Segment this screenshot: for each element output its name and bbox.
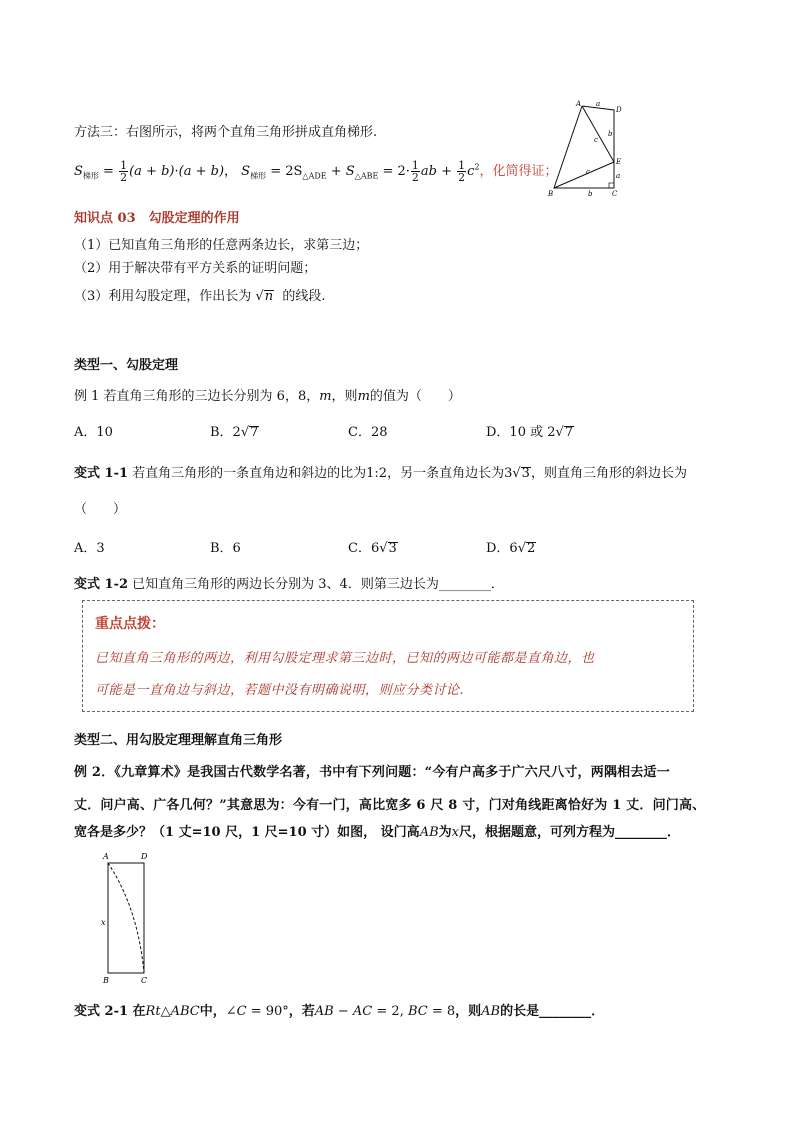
trapezoid-figure [542,98,632,200]
fig2-label-A: A [103,852,109,861]
fig2-label-B: B [103,976,109,985]
fig1-label-b2: b [588,190,593,198]
example1-option-c[interactable]: C．28 [348,425,388,440]
variant12-question: 变式 1-2 已知直角三角形的两边长分别为 3、4．则第三边长为________． [74,577,504,592]
simplify-proof-note: ，化简得证； [479,164,558,179]
fig1-label-c: c [594,136,598,144]
variant11-option-d[interactable]: D．6√2 [486,541,536,556]
fig1-label-c2: c [586,168,590,176]
door-figure [98,848,160,988]
fig1-label-a: a [596,100,601,108]
key-tip-line-2: 可能是一直角边与斜边，若题中没有明确说明，则应分类讨论. [95,683,465,698]
fig1-label-C: C [612,190,618,198]
variant21-question: 变式 2-1 在Rt△ABC中，∠C = 90°，若AB − AC = 2, BC = 8，则AB的长是________． [74,1004,605,1019]
variant11-paren: （ ） [74,502,127,517]
type2-heading: 类型二、用勾股定理理解直角三角形 [74,733,283,748]
fig1-label-E: E [616,158,622,166]
example2-line-2: 丈．问户高、广各几何？”其意思为：今有一门，高比宽多 6 尺 8 寸，门对角线距离恰好为 1 丈．问门高、 [74,798,706,813]
fig1-label-D: D [616,106,622,114]
example1-question: 例 1 若直角三角形的三边长分别为 6，8，m，则m的值为（ ） [74,389,461,404]
example2-line-1: 例 2．《九章算术》是我国古代数学名著，书中有下列问题：“今有户高多于广六尺八寸，两隅相去适一 [74,765,670,780]
knowledge-item-3: （3）利用勾股定理，作出长为 √n 的线段. [74,289,326,304]
key-tip-title: 重点点拨： [95,616,165,632]
example2-line-3: 宽各是多少？（1 丈=10 尺，1 尺=10 寸）如图， 设门高AB为x尺，根据题意，可列方程为________． [74,825,681,840]
type1-heading: 类型一、勾股定理 [74,358,179,373]
variant11-option-c[interactable]: C．6√3 [348,541,397,556]
key-tip-callout [82,600,694,712]
fig1-label-A: A [576,100,582,108]
fig1-label-a2: a [616,172,621,180]
fig1-label-B: B [548,190,554,198]
knowledge-item-2: （2）用于解决带有平方关系的证明问题； [74,261,317,276]
key-tip-line-1: 已知直角三角形的两边，利用勾股定理求第三边时，已知的两边可能都是直角边，也 [95,651,595,666]
variant11-question: 变式 1-1 若直角三角形的一条直角边和斜边的比为1:2，另一条直角边长为3√3，则直角三角形的斜边长为 [74,466,687,481]
trapezoid-area-formula: $S_{梯形}$ = $\frac{1}{2}$ (a + b)·(a + b)， $S_{梯形} = 2S_{\triangle ADE} + S_{\triangle ABE} = 2\cdot$ $\frac{1}{2}$ ab + $\frac{1}{2}$ $c^2$，化简得证； [74,159,558,184]
example1-option-d[interactable]: D．10 或 2√7 [486,425,574,440]
variant11-option-b[interactable]: B．6 [210,541,241,556]
example1-option-b[interactable]: B．2√7 [210,425,259,440]
variant11-option-a[interactable]: A．3 [74,541,105,556]
fig2-label-C: C [141,976,148,985]
fig1-label-b: b [608,130,613,138]
knowledge-item-1: （1）已知直角三角形的任意两条边长，求第三边； [74,238,369,253]
knowledge-point-title: 知识点 03 勾股定理的作用 [74,211,240,226]
example1-option-a[interactable]: A．10 [74,425,113,440]
fig2-label-x: x [101,918,106,927]
method3-text: 方法三：右图所示，将两个直角三角形拼成直角梯形. [74,125,378,140]
fig2-label-D: D [141,852,148,861]
